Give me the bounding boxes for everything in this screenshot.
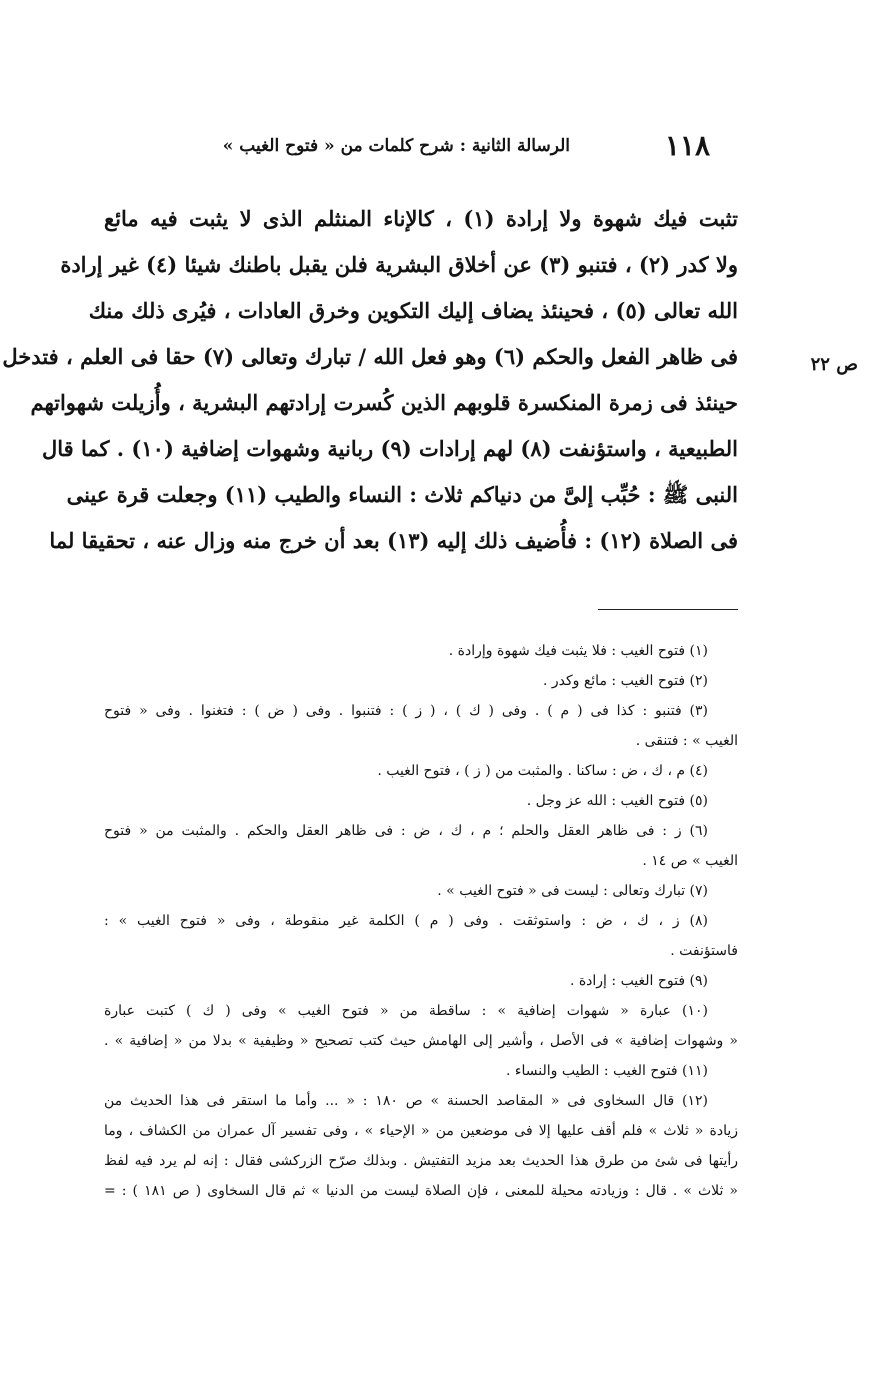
footnote-line: (٦) ز : فى ظاهر العقل والحلم ؛ م ، ك ، ض : فى ظاهر العقل والحكم . والمثبت من « فتوح	[104, 823, 708, 839]
footnote-7	[104, 876, 738, 906]
footnote-line: (١٠) عبارة « شهوات إضافية » : ساقطة من « فتوح الغيب » وفى ( ك ) كتبت عبارة	[104, 1003, 708, 1019]
footnote-line: زيادة « ثلاث » فلم أقف عليها إلا فى موضعين من « الإحياء » ، وفى تفسير آل عمران من الكشاف ، وما	[104, 1123, 738, 1139]
body-line: حينئذ فى زمرة المنكسرة قلوبهم الذين كُسرت إرادتهم البشرية ، وأُزيلت شهواتهم	[30, 390, 738, 415]
footnote-3	[104, 696, 738, 756]
page-number: ١١٨	[664, 129, 710, 162]
footnote-line: « وشهوات إضافية » فى الأصل ، وأشير إلى الهامش حيث كتب تصحيح « وظيفية » بدلا من « إضافية » .	[104, 1033, 738, 1049]
body-line: تثبت فيك شهوة ولا إرادة (١) ، كالإناء المنثلم الذى لا يثبت فيه مائع	[104, 206, 738, 231]
footnote-line: (٢) فتوح الغيب : مائع وكدر .	[542, 673, 708, 689]
footnote-line: (٣) فتنبو : كذا فى ( م ) . وفى ( ك ) ، ( ز ) : فتنبوا . وفى ( ض ) : فتغنوا . وفى « فتوح	[104, 703, 708, 719]
body-line: الله تعالى (٥) ، فحينئذ يضاف إليك التكوين وخرق العادات ، فيُرى ذلك منك	[88, 298, 738, 323]
footnote-line: الغيب » : فتنقى .	[635, 733, 738, 749]
footnote-line: (٤) م ، ك ، ض : ساكنا . والمثبت من ( ز ) ، فتوح الغيب .	[377, 763, 708, 779]
footnote-8	[104, 906, 738, 966]
footnote-line: (٧) تبارك وتعالى : ليست فى « فتوح الغيب » .	[437, 883, 708, 899]
footnote-line: (٨) ز ، ك ، ض : واستوثقت . وفى ( م ) الكلمة غير منقوطة ، وفى « فتوح الغيب » :	[104, 913, 708, 929]
footnote-line: (٩) فتوح الغيب : إرادة .	[569, 973, 708, 989]
footnote-separator	[598, 609, 738, 610]
footnote-12	[104, 1086, 738, 1206]
footnote-line: (١٢) قال السخاوى فى « المقاصد الحسنة » ص ١٨٠ : « ... وأما ما استقر فى هذا الحديث من	[104, 1093, 708, 1109]
footnote-line: « ثلاث » . قال : وزيادته محيلة للمعنى ، فإن الصلاة ليست من الدنيا » ثم قال السخاوى ( ص ١٨١ ) : =	[104, 1183, 738, 1199]
body-line: النبى ﷺ : حُبِّب إلىَّ من دنياكم ثلاث : النساء والطيب (١١) وجعلت قرة عينى	[66, 482, 738, 507]
page-header	[222, 126, 710, 166]
body-text	[2, 196, 738, 564]
footnote-line: رأيتها فى شئ من طرق هذا الحديث بعد مزيد التفتيش . وبذلك صرّح الزركشى فقال : إنه لم يرد فيه لفظ	[104, 1153, 738, 1169]
footnote-line: فاستؤنفت .	[670, 943, 738, 959]
footnote-4	[104, 756, 738, 786]
body-line: الطبيعية ، واستؤنفت (٨) لهم إرادات (٩) ربانية وشهوات إضافية (١٠) . كما قال	[41, 436, 738, 461]
body-line: فى ظاهر الفعل والحكم (٦) وهو فعل الله / تبارك وتعالى (٧) حقا فى العلم ، فتدخل	[2, 344, 738, 369]
footnote-line: (٥) فتوح الغيب : الله عز وجل .	[526, 793, 708, 809]
running-title: الرسالة الثانية : شرح كلمات من « فتوح الغيب »	[222, 136, 570, 156]
body-line: فى الصلاة (١٢) : فأُضيف ذلك إليه (١٣) بعد أن خرج منه وزال عنه ، تحقيقا لما	[49, 528, 738, 553]
footnote-line: الغيب » ص ١٤ .	[642, 853, 738, 869]
margin-page-reference: ص ٢٢	[810, 354, 858, 375]
footnote-2	[104, 666, 738, 696]
footnotes	[104, 636, 738, 1206]
footnote-10	[104, 996, 738, 1056]
footnote-line: (١) فتوح الغيب : فلا يثبت فيك شهوة وإرادة .	[448, 643, 708, 659]
footnote-5	[104, 786, 738, 816]
footnote-9	[104, 966, 738, 996]
footnote-line: (١١) فتوح الغيب : الطيب والنساء .	[505, 1063, 708, 1079]
footnote-1	[104, 636, 738, 666]
footnote-11	[104, 1056, 738, 1086]
footnote-6	[104, 816, 738, 876]
body-line: ولا كدر (٢) ، فتنبو (٣) عن أخلاق البشرية فلن يقبل باطنك شيئا (٤) غير إرادة	[60, 252, 738, 277]
